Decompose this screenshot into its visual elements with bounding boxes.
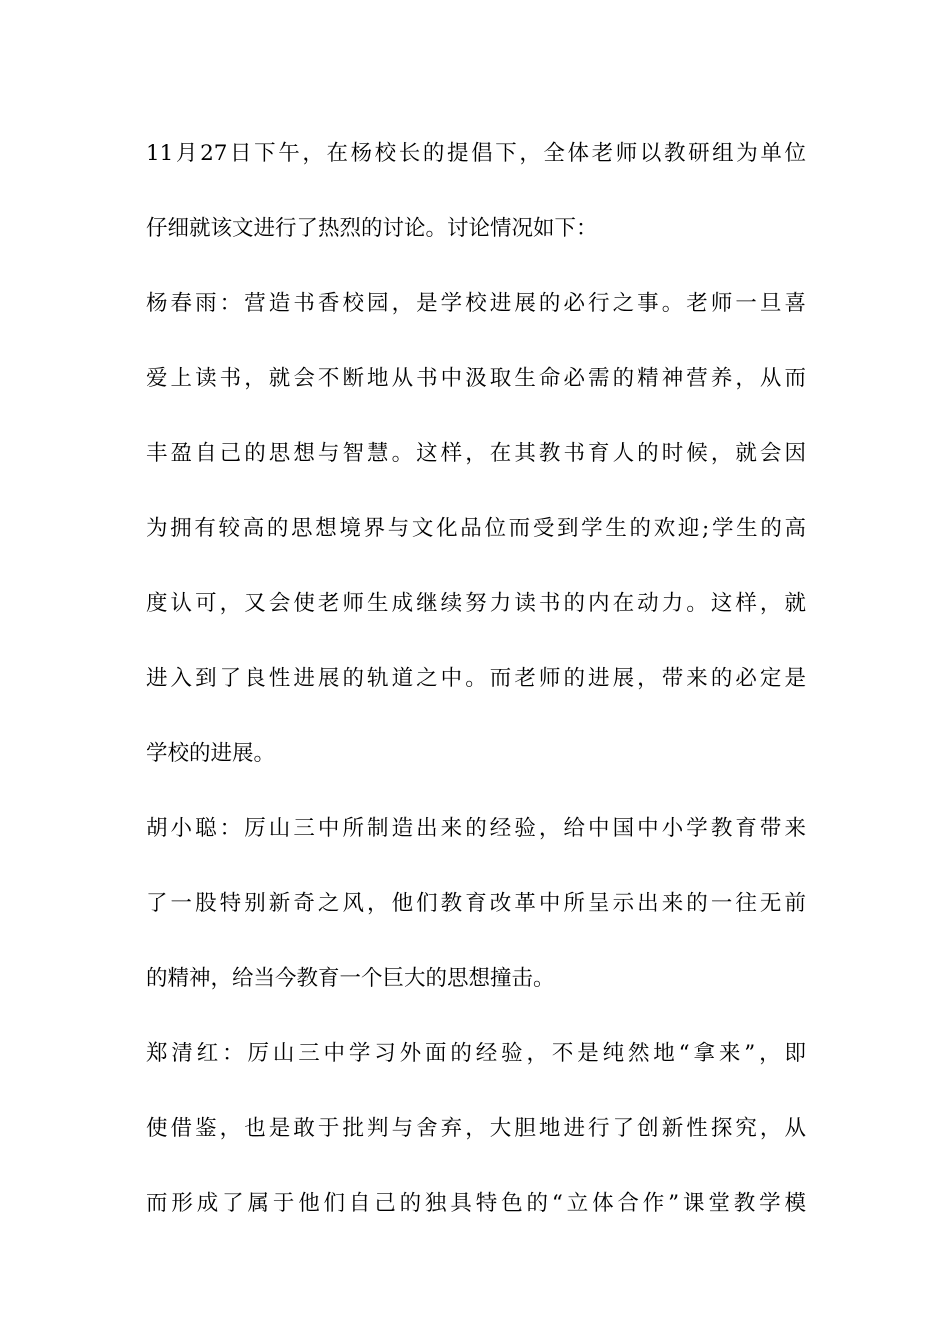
text-line-2: 仔细就该文进行了热烈的讨论。讨论情况如下：	[146, 216, 598, 241]
text-line-9: 学校的进展。	[146, 741, 276, 766]
text-line-6: 为拥有较高的思想境界与文化品位而受到学生的欢迎;学生的高	[146, 516, 806, 541]
text-line-8: 进入到了良性进展的轨道之中。而老师的进展，带来的必定是	[146, 666, 806, 691]
text-line-4: 爱上读书，就会不断地从书中汲取生命必需的精神营养，从而	[146, 366, 806, 391]
text-line-12: 的精神，给当今教育一个巨大的思想撞击。	[146, 966, 555, 991]
text-line-5: 丰盈自己的思想与智慧。这样，在其教书育人的时候，就会因	[146, 441, 806, 466]
text-line-1: 11月27日下午，在杨校长的提倡下，全体老师以教研组为单位	[146, 141, 806, 166]
text-line-11: 了一股特别新奇之风，他们教育改革中所呈示出来的一往无前	[146, 891, 806, 916]
text-line-3: 杨春雨：营造书香校园，是学校进展的必行之事。老师一旦喜	[146, 291, 806, 316]
text-line-7: 度认可，又会使老师生成继续努力读书的内在动力。这样，就	[146, 591, 806, 616]
text-line-14: 使借鉴，也是敢于批判与舍弃，大胆地进行了创新性探究，从	[146, 1116, 806, 1141]
document-body	[146, 116, 806, 1241]
text-line-13: 郑清红：厉山三中学习外面的经验，不是纯然地“拿来”，即	[146, 1041, 806, 1066]
text-line-15: 而形成了属于他们自己的独具特色的“立体合作”课堂教学模	[146, 1191, 806, 1216]
text-line-10: 胡小聪：厉山三中所制造出来的经验，给中国中小学教育带来	[146, 816, 806, 841]
